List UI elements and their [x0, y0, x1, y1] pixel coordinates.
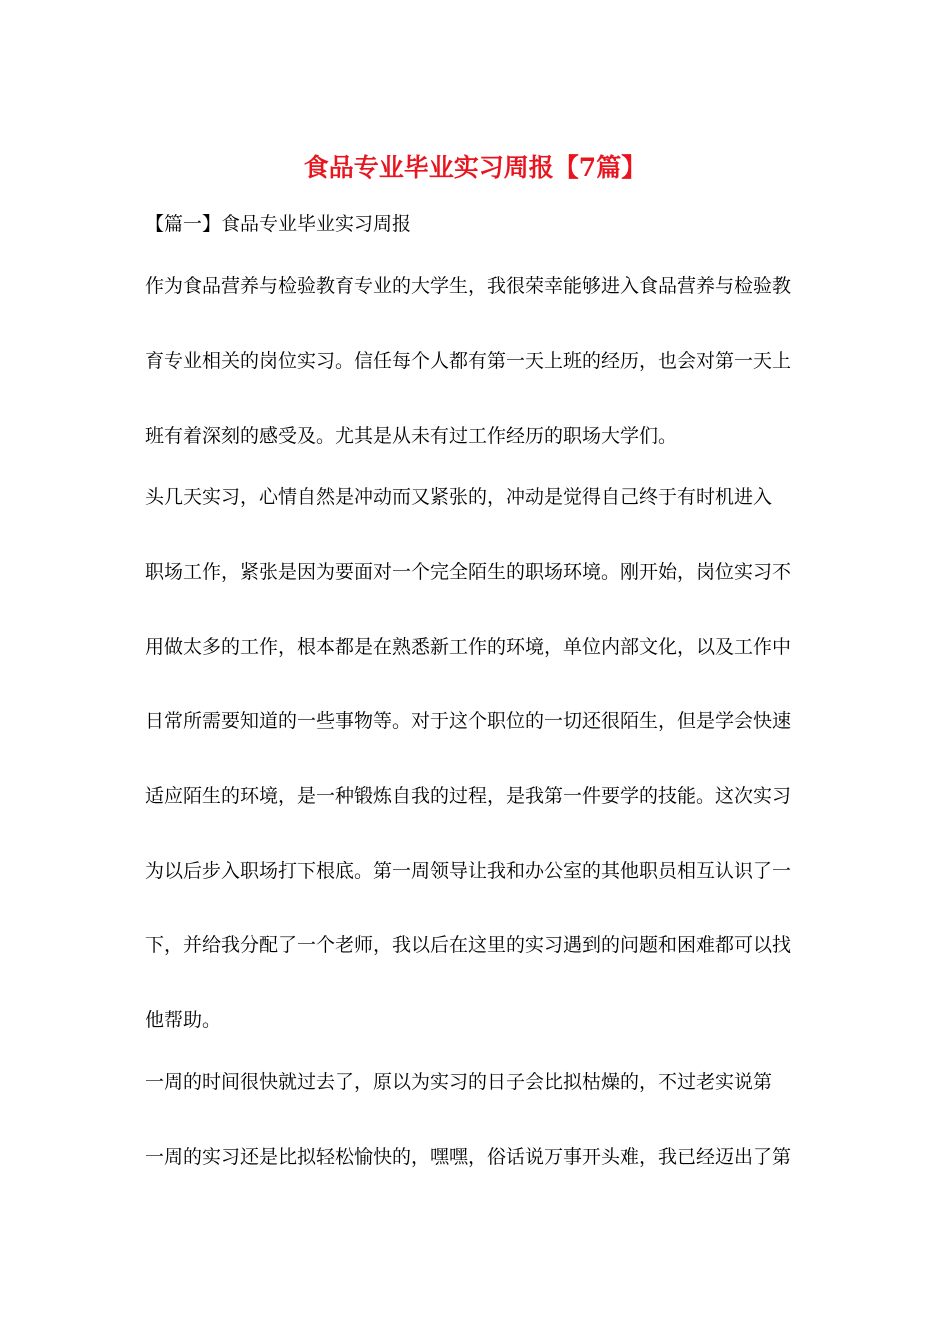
body-line: 适应陌生的环境，是一种锻炼自我的过程，是我第一件要学的技能。这次实习 [145, 785, 792, 807]
body-line: 职场工作，紧张是因为要面对一个完全陌生的职场环境。刚开始，岗位实习不 [145, 561, 792, 583]
document-title: 食品专业毕业实习周报【7篇】 [303, 153, 647, 182]
body-line: 作为食品营养与检验教育专业的大学生，我很荣幸能够进入食品营养与检验教 [145, 275, 792, 297]
body-line: 班有着深刻的感受及。尤其是从未有过工作经历的职场大学们。 [145, 425, 678, 447]
body-line: 为以后步入职场打下根底。第一周领导让我和办公室的其他职员相互认识了一 [145, 860, 792, 882]
body-line: 一周的时间很快就过去了，原以为实习的日子会比拟枯燥的，不过老实说第 [145, 1071, 773, 1093]
body-line: 育专业相关的岗位实习。信任每个人都有第一天上班的经历，也会对第一天上 [145, 350, 792, 372]
body-line: 下，并给我分配了一个老师，我以后在这里的实习遇到的问题和困难都可以找 [145, 934, 792, 956]
section-heading: 【篇一】食品专业毕业实习周报 [145, 213, 412, 235]
body-line: 头几天实习，心情自然是冲动而又紧张的，冲动是觉得自己终于有时机进入 [145, 486, 773, 508]
body-line: 日常所需要知道的一些事物等。对于这个职位的一切还很陌生，但是学会快速 [145, 710, 792, 732]
body-line: 用做太多的工作，根本都是在熟悉新工作的环境，单位内部文化，以及工作中 [145, 636, 792, 658]
body-line: 一周的实习还是比拟轻松愉快的，嘿嘿，俗话说万事开头难，我已经迈出了第 [145, 1146, 792, 1168]
body-line: 他帮助。 [145, 1009, 222, 1031]
